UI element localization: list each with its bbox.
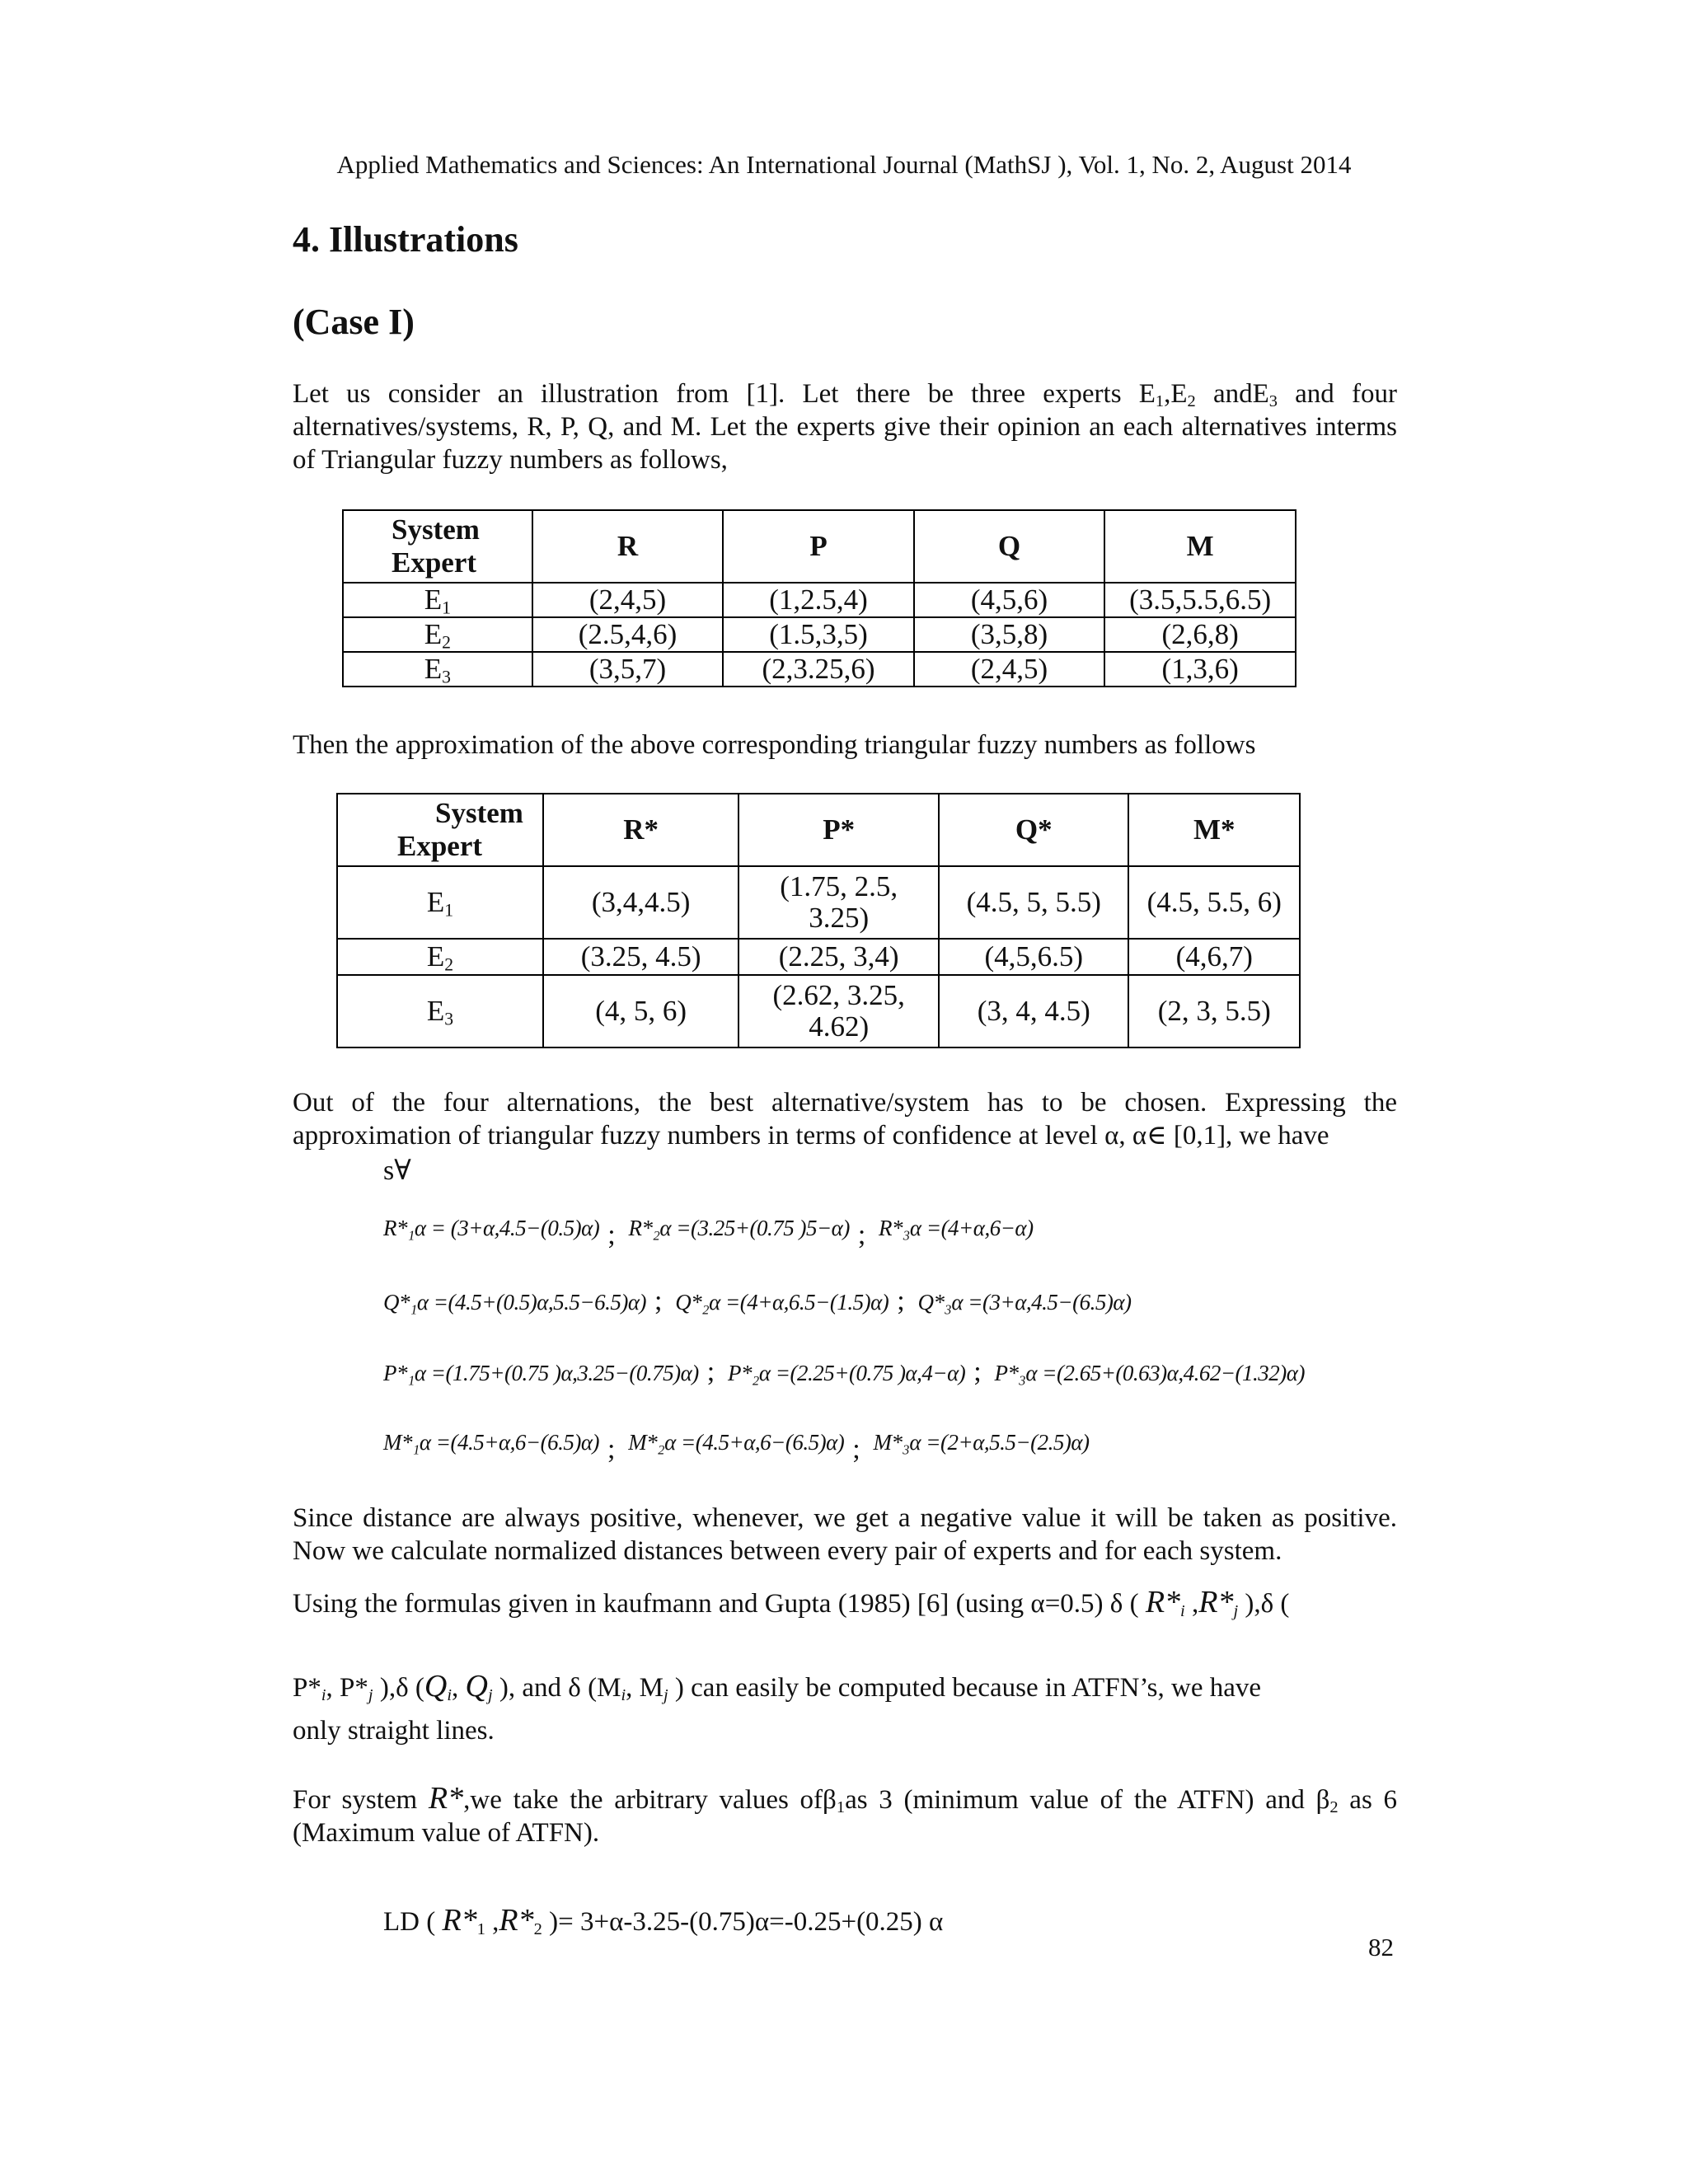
formula-line-r [383,1212,1034,1250]
forall-line: s∀ [383,1155,411,1186]
expert-cell: $E_2$ [337,939,543,975]
table-cell: (1,2.5,4) [723,583,914,617]
subsection-title: (Case I) [293,302,415,342]
column-header: M* [1128,794,1300,866]
intro-sub: 2 [1187,392,1196,411]
page-number: 82 [1368,1933,1394,1961]
formula-p3: P*₃α =(2.65+(0.63)α,4.62−(1.32)α) [994,1361,1305,1385]
intro-sub: 1 [1155,392,1165,411]
formula-line-m [383,1426,1090,1465]
corner-cell [337,794,543,866]
expert-cell: $E_3$ [337,975,543,1047]
table-cell: (1.5,3,5) [723,617,914,652]
table-cell: (2,3.25,6) [723,652,914,687]
table-cell: (3, 4, 4.5) [939,975,1129,1047]
formula-r3: R*₃α =(4+α,6−α) [879,1216,1034,1240]
table-cell: (4,5,6.5) [939,939,1129,975]
intro-text: Let us consider an illustration from [1]. Let there be three experts E [293,379,1156,409]
running-header: Applied Mathematics and Sciences: An International Journal (MathSJ ), Vol. 1, No. 2, August 2014 [336,150,1352,179]
table-cell: (4,6,7) [1128,939,1300,975]
system-paragraph: For system R*,we take the arbitrary values ofβ$_1$as 3 (minimum value of the ATFN) and $\beta_2$ as 6 (Maximum value of ATFN). [293,1781,1397,1848]
approximation-intro: Then the approximation of the above corresponding triangular fuzzy numbers as follows [293,730,1256,760]
intro-sub: 3 [1268,392,1278,411]
expert-cell: $E_1$ [343,583,532,617]
table-cell: (1.75, 2.5, 3.25) [738,866,939,939]
intro-text: and four alternatives/systems, R, P, Q, and M. Let the experts give their opinion an each alternatives interms of Triangular fuzzy numbers as follows, [293,379,1397,475]
table-row [343,652,1296,687]
table-cell: (2.25, 3,4) [738,939,939,975]
distance-paragraph-l3: $P*_i$, $P*_j$ ),δ ($Q_i$, $Q_j$ ), and δ ($M_i$, $M_j$ ) can easily be computed because in ATFN’s, we have [293,1669,1262,1705]
table-cell: (4.5, 5, 5.5) [939,866,1129,939]
table-cell: (3,4,4.5) [543,866,738,939]
approximation-table [336,793,1301,1048]
column-header: P [723,510,914,583]
table-row [343,583,1296,617]
corner-cell [343,510,532,583]
ld-equation: LD ( $R*_1$ $,R*_2$ )= 3+α-3.25-(0.75)α=-0.25+(0.25) α [383,1903,944,1939]
table-row [337,866,1300,939]
formula-r2: R*₂α =(3.25+(0.75 )5−α) [628,1216,850,1240]
table-cell: (3,5,7) [532,652,724,687]
formula-p1: P*₁α =(1.75+(0.75 )α,3.25−(0.75)α) [383,1361,699,1385]
table-row [337,975,1300,1047]
expert-cell: $E_2$ [343,617,532,652]
corner-top-label: System [392,513,480,546]
intro-text: ,E [1164,379,1188,409]
column-header: Q [914,510,1104,583]
intro-text: andE [1195,379,1269,409]
formula-q3: Q*₃α =(3+α,4.5−(6.5)α) [917,1290,1132,1315]
separator: ; [852,1434,860,1465]
table-cell: (4.5, 5.5, 6) [1128,866,1300,939]
table-header-row [343,510,1296,583]
distance-paragraph-l4: only straight lines. [293,1716,495,1746]
table-cell: (2, 3, 5.5) [1128,975,1300,1047]
expert-cell: $E_1$ [337,866,543,939]
table-cell: (2,4,5) [532,583,724,617]
table-cell: (4,5,6) [914,583,1104,617]
table-row [337,939,1300,975]
formula-q2: Q*₂α =(4+α,6.5−(1.5)α) [675,1290,889,1315]
intro-paragraph [293,377,1397,476]
separator: ; [973,1357,982,1387]
opinion-table [342,509,1296,687]
formula-m3: M*₃α =(2+α,5.5−(2.5)α) [873,1430,1090,1455]
formula-r1: R*₁α = (3+α,4.5−(0.5)α) [383,1216,600,1240]
table-cell: (3.25, 4.5) [543,939,738,975]
column-header: M [1104,510,1296,583]
formula-line-q [383,1286,1132,1317]
formula-line-p [383,1357,1305,1388]
column-header: R* [543,794,738,866]
table-cell: (1,3,6) [1104,652,1296,687]
table-cell: (2,6,8) [1104,617,1296,652]
table-cell: (3.5,5.5,6.5) [1104,583,1296,617]
column-header: P* [738,794,939,866]
table-header-row [337,794,1300,866]
distance-paragraph-l1: Since distance are always positive, whenever, we get a negative value it will be taken as positive. Now we calculate normalized distances between every pair of experts and for each system. [293,1503,1397,1566]
table-cell: (3,5,8) [914,617,1104,652]
corner-top-label: System [435,797,523,829]
formula-m2: M*₂α =(4.5+α,6−(6.5)α) [628,1430,845,1455]
formula-p2: P*₂α =(2.25+(0.75 )α,4−α) [727,1361,966,1385]
column-header: Q* [939,794,1129,866]
formula-q1: Q*₁α =(4.5+(0.5)α,5.5−6.5)α) [383,1290,647,1315]
table-cell: (4, 5, 6) [543,975,738,1047]
separator: ; [654,1286,662,1316]
separator: ; [897,1286,905,1316]
section-title: 4. Illustrations [293,219,518,260]
separator: ; [706,1357,715,1387]
corner-bottom-label: Expert [397,830,483,862]
choose-paragraph: Out of the four alternations, the best alternative/system has to be chosen. Expressing the approximation of triangular fuzzy numbers in terms of confidence at level α, α∈ [0,1], we have [293,1088,1397,1151]
corner-bottom-label: Expert [392,546,477,579]
separator: ; [857,1220,865,1250]
column-header: R [532,510,724,583]
separator: ; [607,1220,616,1250]
table-cell: (2.5,4,6) [532,617,724,652]
expert-cell: $E_3$ [343,652,532,687]
table-cell: (2,4,5) [914,652,1104,687]
formula-m1: M*₁α =(4.5+α,6−(6.5)α) [383,1430,600,1455]
distance-paragraph-l2: Using the formulas given in kaufmann and Gupta (1985) [6] (using α=0.5) δ ( $R*_i$ $,R*_j$ ),δ ( [293,1585,1290,1621]
table-cell: (2.62, 3.25, 4.62) [738,975,939,1047]
separator: ; [607,1434,615,1465]
table-row [343,617,1296,652]
